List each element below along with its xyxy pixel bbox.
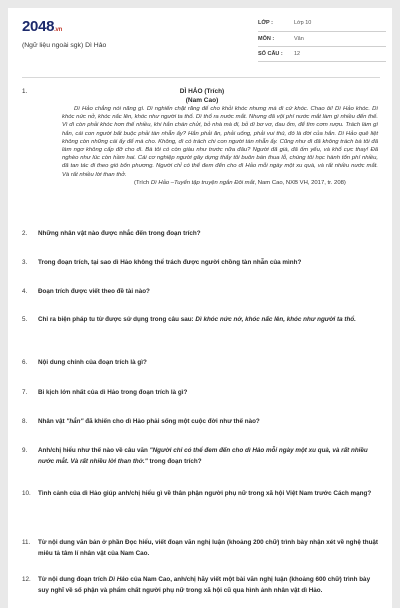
question-text-part: Nhân vật <box>38 418 67 425</box>
question-text <box>38 417 382 428</box>
question-item <box>22 575 382 596</box>
question-text <box>38 258 382 269</box>
question-text-part: của Nam Cao, anh/chị hãy viết một bài văn nghị luận (khoảng 600 chữ) trình bày suy nghĩ về số phận và phẩm chất người phụ nữ trong xã hội cũ qua hình ảnh nhân vật dì Hảo. <box>38 576 371 594</box>
question-item <box>22 538 382 559</box>
question-quote: "hắn" <box>66 418 84 425</box>
question-quote: Dì khóc nức nở, khóc nấc lên, khóc như người ta thổ. <box>195 316 356 323</box>
info-value: Lớp 10 <box>292 16 386 31</box>
question-quote: "Người chỉ có thể đem đến cho dì Hảo mỗi ngày một xu quà, và rất nhiều nước mắt. Và rất nhiều lời than thở." <box>38 447 368 465</box>
question-text <box>38 229 382 240</box>
reading-passage <box>22 88 382 187</box>
question-number: 7. <box>22 389 28 396</box>
question-text-part: Từ nội dung đoạn trích <box>38 576 109 583</box>
header-divider <box>22 77 380 78</box>
question-text-part: Chỉ ra biện pháp tu từ được sử dụng trong câu sau: <box>38 316 196 323</box>
info-value: 12 <box>292 46 386 61</box>
source-suffix: , Nam Cao, NXB VH, 2017, tr. 208) <box>254 179 346 186</box>
source-title: Dì Hảo –Tuyển tập truyện ngắn Đôi mắt <box>150 179 255 186</box>
question-text-part: Đoạn trích được viết theo đề tài nào? <box>38 288 150 295</box>
passage-source <box>134 179 382 187</box>
info-value: Văn <box>292 31 386 46</box>
question-number: 12. <box>22 576 31 583</box>
question-text <box>38 538 382 559</box>
question-item <box>22 287 382 298</box>
passage-title: DÌ HẢO (Trích) <box>179 88 225 95</box>
question-number: 6. <box>22 359 28 366</box>
question-text <box>38 287 382 298</box>
info-key: LỚP : <box>258 16 292 31</box>
info-row-class <box>258 16 386 31</box>
question-number: 9. <box>22 447 28 454</box>
question-text <box>38 575 382 596</box>
question-text <box>38 358 382 369</box>
question-item <box>22 229 382 240</box>
question-quote: Dì Hảo <box>108 576 129 583</box>
info-table <box>258 16 386 62</box>
question-number: 1. <box>22 88 28 95</box>
question-text-part: đã khiến cho dì Hảo phải sống một cuộc đời như thế nào? <box>83 418 260 425</box>
passage-author: (Nam Cao) <box>185 96 219 104</box>
info-row-question-count <box>258 46 386 61</box>
question-item <box>22 315 382 326</box>
question-item <box>22 388 382 399</box>
info-row-subject <box>258 31 386 46</box>
question-item <box>22 446 382 467</box>
document-page <box>8 8 392 608</box>
question-number: 2. <box>22 230 28 237</box>
question-text <box>38 446 382 467</box>
question-number: 4. <box>22 288 28 295</box>
question-text <box>38 489 382 500</box>
question-item <box>22 258 382 269</box>
question-text-part: Tình cảnh của dì Hảo giúp anh/chị hiểu gì về thân phận người phụ nữ trong xã hội Việt Nam trước Cách mạng? <box>38 490 372 497</box>
question-item <box>22 358 382 369</box>
question-number: 10. <box>22 490 31 497</box>
question-item <box>22 489 382 500</box>
question-number: 3. <box>22 259 28 266</box>
subject-line: (Ngữ liệu ngoài sgk) Dì Hảo <box>22 42 107 49</box>
logo-main-text: 2048 <box>22 18 55 35</box>
question-number: 5. <box>22 316 28 323</box>
source-prefix: (Trích <box>134 179 151 186</box>
question-text-part: Anh/chị hiểu như thế nào về câu văn <box>38 447 150 454</box>
info-key: SỐ CÂU : <box>258 46 292 61</box>
site-logo[interactable] <box>22 18 62 35</box>
question-text-part: Bi kịch lớn nhất của dì Hảo trong đoạn trích là gì? <box>38 389 188 396</box>
question-text-part: Trong đoạn trích, tại sao dì Hảo không thể trách được người chồng tàn nhẫn của mình? <box>38 259 302 266</box>
question-text-part: Từ nội dung văn bản ở phần Đọc hiểu, viết đoạn văn nghị luận (khoảng 200 chữ) trình bày nhận xét về nghệ thuật miêu tả tâm lí nhân vật của Nam Cao. <box>38 539 379 557</box>
question-text-part: Nội dung chính của đoạn trích là gì? <box>38 359 147 366</box>
question-number: 11. <box>22 539 31 546</box>
page-header <box>8 8 392 82</box>
info-key: MÔN : <box>258 31 292 46</box>
passage-body: Dì Hảo chẳng nói năng gì. Dì nghiến chặt răng để cho khỏi khóc nhưng mà dì cứ khóc. Chao ôi! Dì Hảo khóc. Dì khóc nức nở, khóc nấc lên, khóc như người ta thổ. Dì thổ ra nước mắt. Nhưng đã vội phí nước mắt làm gì nhiều đến thế. Vì dì còn phải khóc hơn thế nhiều, khi hắn chán chửi, bỏ nhà mà đi, bỏ dì bơ vơ, đau ốm, để tìm cơm rượu. Trách làm gì hắn, cái con người bất buộc phải tàn nhẫn ấy? Hắn phải ăn, phải uống, phải vui thú, đó là đời của hắn. Dì Hảo quê liệt không còn những cái ấy để mà cho. Không, dì có trách chi con người tàn nhẫn ấy. Cũng như dì đã không trách bà tôi đã làm ngơ không cấp đỡ cho dì. Bà tôi có còn giàu như trước nữa đâu? Người đã già, đã ốm yếu, và khổ cực thay! Đã nghèo như lúc còn hầm hai. Cái cơ nghiệp người gây dựng thấy tôi buôn bán thua lỗ, chúng tôi học hành tốn phí nhiều, đã tan tác đi theo gió bốn phương. Người chỉ có thể đem đến cho dì Hảo mỗi ngày một xu quà, và rất nhiều nước mắt. Và rất nhiều lời than thở. <box>62 106 378 178</box>
question-text-part: trong đoạn trích? <box>147 457 202 465</box>
question-text <box>38 315 382 326</box>
logo-tld-text: .vn <box>54 27 62 33</box>
question-text-part: Những nhân vật nào được nhắc đến trong đoạn trích? <box>38 230 201 237</box>
question-number: 8. <box>22 418 28 425</box>
question-text <box>38 388 382 399</box>
question-item <box>22 417 382 428</box>
